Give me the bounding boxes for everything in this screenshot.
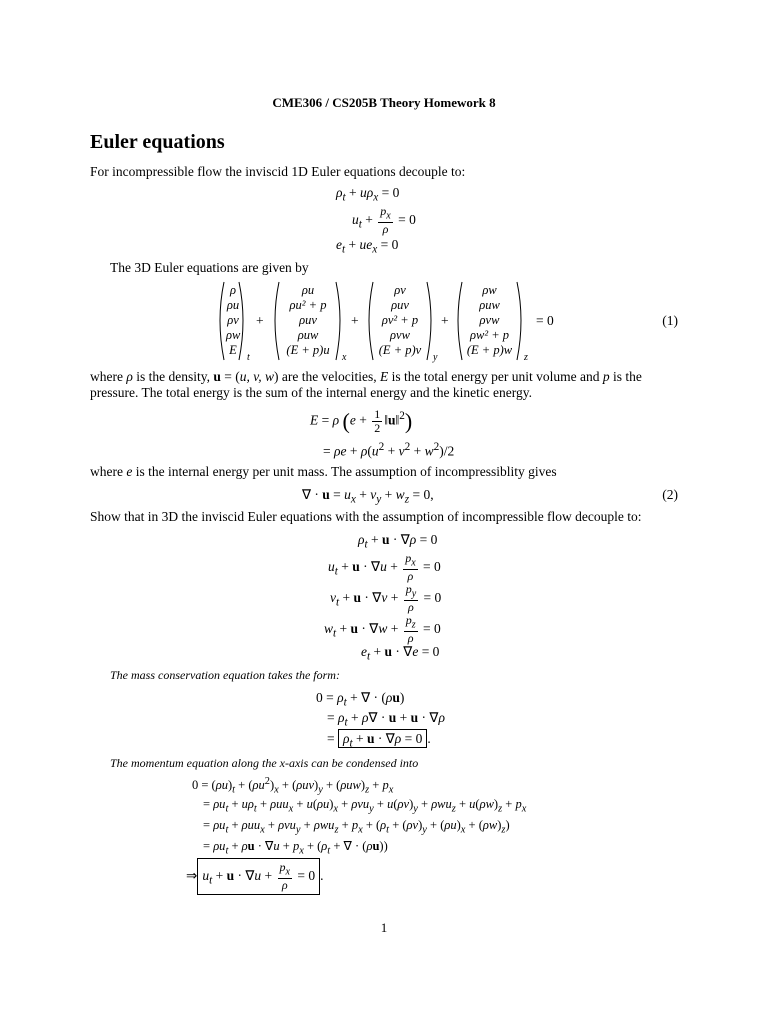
equation-number-1: (1): [662, 313, 678, 328]
where-density-line1: where ρ is the density, u = (u, v, w) are the velocities, E is the total energy per unit volume and p is the: [90, 369, 642, 384]
matrix-sub-y: y: [433, 352, 438, 363]
matrix-sub-t: t: [247, 352, 250, 363]
mass-eq-line1: $0 = \rho_t$ + ∇ · (ρu): [316, 690, 405, 709]
plus-1: +: [256, 313, 264, 328]
momentum-note: The momentum equation along the x-axis can be condensed into: [110, 756, 419, 770]
divergence-eq: ∇ · $u = u_x + v_y + w_z = 0$,: [302, 487, 434, 506]
matrix-sub-z: z: [524, 352, 528, 363]
momentum-eq-line2: = $\rho u_t + u\rho_t + \rho uu_x + u(\rho u)_x + \rho vu_y + u(\rho v)_y + \rho wu_z + u(\rho w)_z + p_x$: [203, 797, 527, 815]
eq-3d-energy: $e_t + u \cdot \nabla e = 0$: [361, 644, 440, 663]
matrix-equals-zero: = 0: [536, 313, 554, 328]
momentum-eq-boxed: $u_t + u \cdot \nabla u$ + $\frac{p_x}{\rho}$ = 0: [197, 858, 320, 895]
where-internal-energy: where e is the internal energy per unit mass. The assumption of incompressiblity gives: [90, 464, 557, 479]
momentum-eq-line4: = $\rho u_t + \rho u \cdot \nabla u + p_x + (\rho_t$ + ∇ · (ρu)): [203, 839, 388, 857]
eq-3d-u: $u_t + u \cdot \nabla u$ + $\frac{p_x}{\rho}$ = 0: [328, 551, 441, 584]
mass-eq-result: = $\rho_t + u \cdot \nabla\rho = 0$ .: [327, 731, 431, 750]
mass-eq-line2: = $\rho_t + \rho\nabla \cdot u + u \cdot \nabla\rho$: [327, 710, 445, 729]
equation-number-2: (2): [662, 487, 678, 502]
where-density-line2: pressure. The total energy is the sum of the internal energy and the kinetic energy.: [90, 385, 532, 400]
momentum-eq-line3: = $\rho u_t + \rho uu_x + \rho vu_y + \rho wu_z + p_x + (\rho_t + (\rho v)_y + (\rho u)_x + (\rho w)_z)$: [203, 818, 510, 836]
eq-1d-mass: $\rho_t + u\rho_x = 0$: [336, 185, 400, 204]
text-3d-intro: The 3D Euler equations are given by: [110, 260, 309, 275]
energy-eq-line1: E = ρ (e + $\frac{1}{2}$ ‖u‖$^2$): [310, 407, 413, 435]
mass-eq-boxed: $\rho_t + u \cdot \nabla\rho = 0$: [338, 729, 427, 748]
momentum-eq-result: ⇒ $u_t + u \cdot \nabla u$ + $\frac{p_x}{\rho}$ = 0 .: [186, 858, 323, 895]
eq-3d-w: $w_t + u \cdot \nabla w$ + $\frac{p_z}{\rho}$ = 0: [324, 613, 441, 646]
show-that-text: Show that in 3D the inviscid Euler equations with the assumption of incompressible flow decouple to:: [90, 509, 642, 524]
energy-eq-line2: = $\rho e + \rho(u^2 + v^2 + w^2)/2$: [323, 441, 455, 459]
plus-2: +: [351, 313, 359, 328]
eq-3d-v: $v_t + u \cdot \nabla v$ + $\frac{p_y}{\rho}$ = 0: [330, 582, 442, 615]
plus-3: +: [441, 313, 449, 328]
mass-conservation-note: The mass conservation equation takes the form:: [110, 668, 340, 682]
page-number: 1: [380, 920, 388, 935]
eq-1d-energy: $e_t + ue_x = 0$: [336, 237, 399, 256]
eq-1d-momentum: $u_t$ + $\frac{p_x}{\rho}$ = 0: [352, 204, 416, 237]
matrix-sub-x: x: [342, 352, 347, 363]
matrix-col-t: ρ ρu ρv ρw E: [226, 283, 241, 357]
matrix-col-z: ρw ρuw ρvw ρw² + p (E + p)w: [466, 283, 513, 357]
eq-3d-mass: $\rho_t + u \cdot \nabla\rho = 0$: [358, 532, 438, 551]
page-header: CME306 / CS205B Theory Homework 8: [272, 95, 496, 110]
matrix-col-y: ρv ρuv ρv² + p ρvw (E + p)v: [378, 283, 422, 357]
momentum-eq-line1: $0 = (\rho u)_t + (\rho u^2)_x + (\rho uv)_y + (\rho uw)_z + p_x$: [192, 776, 394, 796]
matrix-col-x: ρu ρu² + p ρuv ρuw (E + p)u: [286, 283, 330, 357]
section-title: Euler equations: [90, 131, 225, 153]
intro-text: For incompressible flow the inviscid 1D Euler equations decouple to:: [90, 164, 466, 179]
